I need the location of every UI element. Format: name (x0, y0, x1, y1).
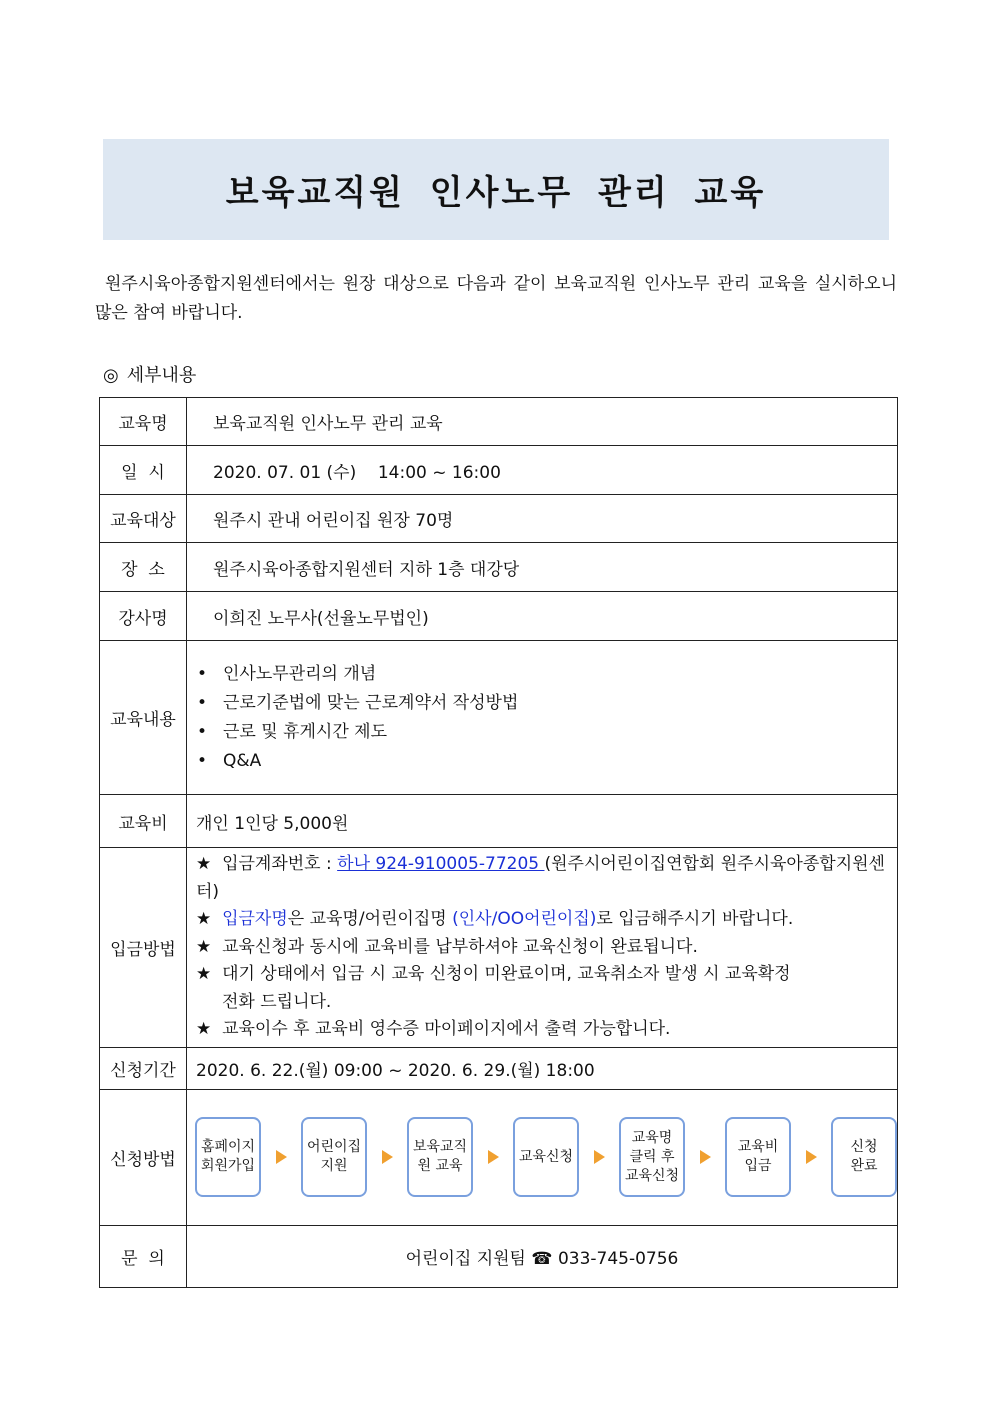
row-period (100, 1047, 898, 1089)
steps-cell (187, 1089, 898, 1225)
section-heading (103, 361, 196, 387)
row-date (100, 446, 898, 495)
row-fee (100, 795, 898, 848)
account-number: 하나 924-910005-77205 (337, 854, 545, 874)
row-value: 2020. 6. 22.(월) 09:00 ~ 2020. 6. 29.(월) 18:00 (187, 1047, 898, 1089)
section-mark: ◎ (103, 365, 119, 386)
list-item: • 근로 및 휴게시간 제도 (197, 721, 388, 742)
list-item: • 인사노무관리의 개념 (197, 663, 377, 684)
list-item: • 근로기준법에 맞는 근로계약서 작성방법 (197, 692, 519, 713)
row-label: 문 의 (100, 1225, 187, 1287)
row-label: 신청방법 (100, 1089, 187, 1225)
payment-details (187, 848, 898, 1048)
row-label: 교육명 (100, 398, 187, 446)
payment-line: ★ 교육신청과 동시에 교육비를 납부하셔야 교육신청이 완료됩니다. (196, 936, 698, 957)
step-box: 교육명 클릭 후 교육신청 (619, 1117, 685, 1197)
row-label: 강사명 (100, 592, 187, 641)
row-contact (100, 1225, 898, 1287)
row-target (100, 495, 898, 543)
payment-line: 전화 드립니다. (222, 991, 332, 1012)
arrow-right-icon (806, 1150, 817, 1164)
list-item: • Q&A (197, 750, 262, 771)
row-label: 교육내용 (100, 641, 187, 795)
section-label: 세부내용 (126, 365, 197, 386)
payment-line: ★ 대기 상태에서 입금 시 교육 신청이 미완료이며, 교육취소자 발생 시 교육확정 (196, 964, 791, 984)
row-value: 2020. 07. 01 (수) 14:00 ~ 16:00 (187, 446, 898, 495)
details-table (99, 397, 898, 1288)
arrow-right-icon (594, 1150, 605, 1164)
step-box: 홈페이지 회원가입 (195, 1117, 261, 1197)
arrow-right-icon (382, 1150, 393, 1164)
row-label: 신청기간 (100, 1047, 187, 1089)
row-place (100, 543, 898, 592)
row-value: 원주시 관내 어린이집 원장 70명 (187, 495, 898, 543)
row-value: 개인 1인당 5,000원 (187, 795, 898, 848)
application-steps (187, 1117, 897, 1197)
content-list-cell (187, 641, 898, 795)
title-banner (103, 139, 889, 240)
step-box: 교육비 입금 (725, 1117, 791, 1197)
row-label: 장 소 (100, 543, 187, 592)
row-label: 교육비 (100, 795, 187, 848)
row-value: 원주시육아종합지원센터 지하 1층 대강당 (187, 543, 898, 592)
arrow-right-icon (276, 1150, 287, 1164)
arrow-right-icon (700, 1150, 711, 1164)
step-box: 보육교직 원 교육 (407, 1117, 473, 1197)
step-box: 신청 완료 (831, 1117, 897, 1197)
row-content (100, 641, 898, 795)
row-name (100, 398, 898, 446)
page-title: 보육교직원 인사노무 관리 교육 (225, 173, 767, 213)
intro-paragraph (95, 270, 897, 328)
row-label: 교육대상 (100, 495, 187, 543)
row-instructor (100, 592, 898, 641)
row-label: 일 시 (100, 446, 187, 495)
payment-line: ★ 교육이수 후 교육비 영수증 마이페이지에서 출력 가능합니다. (196, 1019, 671, 1039)
row-payment (100, 848, 898, 1048)
row-value: 보육교직원 인사노무 관리 교육 (187, 398, 898, 446)
payment-line: ★ 입금계좌번호 : 하나 924-910005-77205 (원주시어린이집연합회 원주시육아종합지원센터) (196, 854, 885, 902)
row-method (100, 1089, 898, 1225)
contact-value: 어린이집 지원팀 ☎ 033-745-0756 (187, 1225, 898, 1287)
payment-line: ★ 입금자명은 교육명/어린이집명 (인사/OO어린이집)로 입금해주시기 바랍니다. (196, 909, 794, 929)
arrow-right-icon (488, 1150, 499, 1164)
step-box: 교육신청 (513, 1117, 579, 1197)
row-label: 입금방법 (100, 848, 187, 1048)
content-list (187, 660, 897, 776)
row-value: 이희진 노무사(선율노무법인) (187, 592, 898, 641)
step-box: 어린이집 지원 (301, 1117, 367, 1197)
intro-text: 원주시육아종합지원센터에서는 원장 대상으로 다음과 같이 보육교직원 인사노무 관리 교육을 실시하오니 많은 참여 바랍니다. (95, 274, 897, 323)
